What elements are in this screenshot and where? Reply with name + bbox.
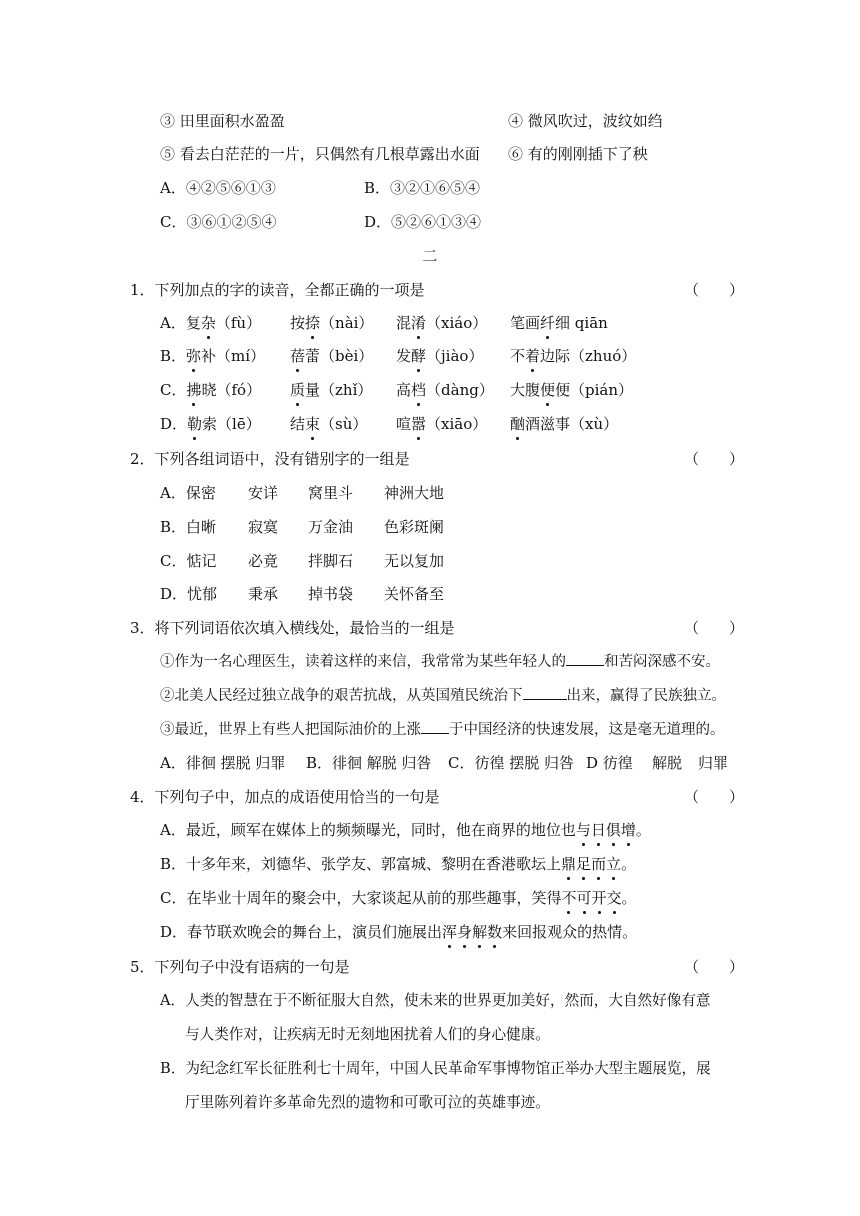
q4-option-b bbox=[160, 853, 730, 875]
q2-d-word-4: 关怀备至 bbox=[384, 585, 445, 603]
q4-option-c bbox=[160, 887, 730, 909]
q1-b-word-3 bbox=[396, 345, 483, 367]
option-row-2 bbox=[160, 143, 730, 165]
q2-b-word-4: 色彩斑阑 bbox=[384, 518, 445, 536]
dotted-char: 增 bbox=[620, 821, 636, 839]
text: B． bbox=[160, 347, 187, 365]
text: 便（pián） bbox=[555, 381, 634, 399]
dotted-char: 而 bbox=[591, 855, 607, 873]
q1-c-word-4 bbox=[510, 379, 633, 401]
q1-c-word-3 bbox=[396, 379, 494, 401]
text: 酒滋事（xù） bbox=[525, 415, 619, 433]
q1-option-c bbox=[160, 379, 720, 401]
text: 喧 bbox=[396, 415, 412, 433]
text: 晓（fó） bbox=[201, 381, 262, 399]
dotted-char: 开 bbox=[591, 889, 607, 907]
q2-a-word-1: A．保密 bbox=[160, 484, 216, 502]
q2-d-word-2: 秉承 bbox=[248, 585, 279, 603]
item-6: ⑥ 有的刚刚插下了秧 bbox=[508, 145, 648, 163]
q5-option-a-line-1: A．人类的智慧在于不断征服大自然，使未来的世界更加美好，然而，大自然好像有意 bbox=[160, 992, 711, 1009]
q2-option-a bbox=[160, 482, 620, 504]
q3-option-d: D 彷徨 bbox=[586, 754, 633, 772]
q3-s2-after: 出来，赢得了民族独立。 bbox=[566, 688, 726, 704]
q4-option-d bbox=[160, 921, 730, 943]
dotted-idiom bbox=[561, 889, 621, 907]
question-2-stem: 2．下列各组词语中，没有错别字的一组是 bbox=[130, 450, 410, 468]
dotted-char: 酗 bbox=[510, 415, 526, 433]
q3-option-b: B．徘徊 解脱 归咎 bbox=[306, 754, 432, 772]
text: 蕾（bèi） bbox=[305, 347, 374, 365]
q1-option-d bbox=[160, 413, 720, 435]
dotted-char: 束 bbox=[305, 415, 321, 433]
answer-bracket-3: （ ） bbox=[684, 619, 745, 637]
q1-d-word-4 bbox=[510, 413, 618, 435]
q2-c-word-1: C．惦记 bbox=[160, 552, 217, 570]
section-title: 二 bbox=[422, 247, 438, 265]
text: 补（mí） bbox=[201, 347, 266, 365]
dotted-char: 数 bbox=[487, 923, 503, 941]
text: （xiāo） bbox=[426, 415, 488, 433]
text: （dàng） bbox=[426, 381, 494, 399]
dotted-idiom bbox=[442, 923, 502, 941]
fill-blank-2[interactable] bbox=[523, 685, 567, 700]
q3-option-d-word-2: 解脱 bbox=[652, 754, 683, 772]
option-a: A．④②⑤⑥①③ bbox=[160, 179, 276, 197]
dotted-char: 纤 bbox=[540, 314, 556, 332]
text: A．最近，顾军在媒体上的频频曝光，同时，他在商界的地位也 bbox=[160, 821, 576, 839]
answer-bracket-1: （ ） bbox=[684, 281, 745, 299]
q2-option-b bbox=[160, 516, 620, 538]
q1-b-word-1 bbox=[160, 345, 265, 367]
text: 混 bbox=[396, 314, 412, 332]
dotted-char: 足 bbox=[576, 855, 592, 873]
text: 按 bbox=[290, 314, 306, 332]
q3-options bbox=[160, 752, 730, 774]
answer-bracket-2: （ ） bbox=[684, 450, 745, 468]
dotted-char: 嚣 bbox=[411, 415, 427, 433]
dotted-char: 杂 bbox=[200, 314, 216, 332]
dotted-char: 解 bbox=[472, 923, 488, 941]
q3-s3-after: 于中国经济的快速发展，这是毫无道理的。 bbox=[449, 722, 725, 738]
q3-sentence-1 bbox=[160, 651, 740, 673]
text: 。 bbox=[621, 855, 637, 873]
item-3: ③ 田里面积水盈盈 bbox=[160, 112, 285, 130]
q5-option-b-line-2: 厅里陈列着许多革命先烈的遗物和可歌可泣的英雄事迹。 bbox=[185, 1094, 550, 1111]
dotted-char: 弥 bbox=[186, 347, 202, 365]
q1-option-a bbox=[160, 312, 720, 334]
q1-d-word-1 bbox=[160, 413, 261, 435]
text: （xiáo） bbox=[426, 314, 488, 332]
question-1-text: 1．下列加点的字的读音，全都正确的一项是 bbox=[130, 281, 425, 299]
q2-option-d bbox=[160, 583, 620, 605]
dotted-char: 与 bbox=[575, 821, 591, 839]
text: 。 bbox=[621, 889, 637, 907]
q2-d-word-1: D．忧郁 bbox=[160, 585, 218, 603]
q3-s1-before: ①作为一名心理医生，读着这样的来信，我常常为某些年轻人的 bbox=[160, 654, 566, 670]
text: 索（lē） bbox=[202, 415, 261, 433]
dotted-char: 便 bbox=[540, 381, 556, 399]
q5-option-a-line-2: 与人类作对，让疾病无时无刻地困扰着人们的身心健康。 bbox=[185, 1026, 550, 1043]
dotted-char: 立 bbox=[606, 855, 622, 873]
text: D． bbox=[160, 415, 188, 433]
q2-c-word-4: 无以复加 bbox=[384, 552, 445, 570]
dotted-char: 交 bbox=[606, 889, 622, 907]
option-b: B．③②①⑥⑤④ bbox=[364, 179, 481, 197]
dotted-char: 日 bbox=[590, 821, 606, 839]
question-1-stem bbox=[130, 279, 730, 301]
dotted-char: 身 bbox=[457, 923, 473, 941]
q3-option-d-word-3: 归罪 bbox=[698, 754, 729, 772]
q1-c-word-1 bbox=[160, 379, 261, 401]
dotted-char: 着 bbox=[525, 347, 541, 365]
option-row-1 bbox=[160, 110, 730, 132]
dotted-char: 浑 bbox=[442, 923, 458, 941]
q3-s1-after: 和苦闷深感不安。 bbox=[604, 654, 720, 670]
dotted-idiom bbox=[561, 855, 621, 873]
q1-d-word-3 bbox=[396, 413, 487, 435]
question-3-stem: 3．将下列词语依次填入横线处，最恰当的一组是 bbox=[130, 619, 455, 637]
q3-s3-before: ③最近，世界上有些人把国际油价的上涨 bbox=[160, 722, 421, 738]
answer-row-ab bbox=[160, 177, 730, 199]
q2-b-word-1: B．白晰 bbox=[160, 518, 217, 536]
q2-d-word-3: 掉书袋 bbox=[308, 585, 354, 603]
option-c: C．③⑥①②⑤④ bbox=[160, 213, 277, 231]
q1-a-word-3 bbox=[396, 312, 487, 334]
text: 笔画 bbox=[510, 314, 541, 332]
text: D．春节联欢晚会的舞台上，演员们施展出 bbox=[160, 923, 443, 941]
dotted-char: 档 bbox=[411, 381, 427, 399]
text: 高 bbox=[396, 381, 412, 399]
text: 发 bbox=[396, 347, 412, 365]
option-d: D．⑤②⑥①③④ bbox=[364, 213, 482, 231]
dotted-char: 不 bbox=[561, 889, 577, 907]
dotted-char: 勒 bbox=[187, 415, 203, 433]
q5-option-b-line-1: B．为纪念红军长征胜利七十周年，中国人民革命军事博物馆正举办大型主题展览，展 bbox=[160, 1060, 711, 1077]
dotted-char: 可 bbox=[576, 889, 592, 907]
text: C． bbox=[160, 381, 187, 399]
q2-b-word-2: 寂寞 bbox=[248, 518, 279, 536]
q3-sentence-2 bbox=[160, 685, 740, 707]
q3-option-a: A．徘徊 摆脱 归罪 bbox=[160, 754, 286, 772]
q1-a-word-1 bbox=[160, 312, 261, 334]
text: B．十多年来，刘德华、张学友、郭富城、黎明在香港歌坛上 bbox=[160, 855, 562, 873]
q1-a-word-2 bbox=[290, 312, 373, 334]
fill-blank-1[interactable] bbox=[566, 651, 604, 666]
dotted-char: 淆 bbox=[411, 314, 427, 332]
dotted-char: 鼎 bbox=[561, 855, 577, 873]
q3-option-c: C．彷徨 摆脱 归咎 bbox=[448, 754, 575, 772]
question-4-stem: 4．下列句子中，加点的成语使用恰当的一句是 bbox=[130, 788, 440, 806]
text: A．复 bbox=[160, 314, 201, 332]
q1-d-word-2 bbox=[290, 413, 367, 435]
fill-blank-3[interactable] bbox=[421, 719, 449, 734]
text: 细 qiān bbox=[555, 314, 608, 332]
dotted-char: 拂 bbox=[186, 381, 202, 399]
q2-b-word-3: 万金油 bbox=[308, 518, 354, 536]
item-4: ④ 微风吹过，波纹如绉 bbox=[508, 112, 663, 130]
q1-b-word-4: 不着边际（zhuó） bbox=[510, 347, 637, 365]
q2-option-c bbox=[160, 550, 620, 572]
dotted-char: 捺 bbox=[305, 314, 321, 332]
q3-sentence-3 bbox=[160, 719, 740, 741]
text: 来回报观众的热情。 bbox=[502, 923, 638, 941]
q2-c-word-3: 拌脚石 bbox=[308, 552, 354, 570]
q2-a-word-2: 安详 bbox=[248, 484, 279, 502]
dotted-char: 质 bbox=[290, 381, 306, 399]
q1-b-word-2 bbox=[290, 345, 373, 367]
dotted-char: 蓓 bbox=[290, 347, 306, 365]
q2-a-word-3: 窝里斗 bbox=[308, 484, 354, 502]
q2-a-word-4: 神洲大地 bbox=[384, 484, 445, 502]
text: 结 bbox=[290, 415, 306, 433]
q4-option-a bbox=[160, 819, 730, 841]
q3-s2-before: ②北美人民经过独立战争的艰苦抗战，从英国殖民统治下 bbox=[160, 688, 523, 704]
text: 量（zhǐ） bbox=[305, 381, 373, 399]
text: 。 bbox=[635, 821, 651, 839]
answer-bracket-5: （ ） bbox=[684, 958, 745, 976]
text: （jiào） bbox=[426, 347, 484, 365]
q1-a-word-4 bbox=[510, 312, 608, 334]
q2-c-word-2: 必竟 bbox=[248, 552, 279, 570]
answer-bracket-4: （ ） bbox=[684, 788, 745, 806]
text: （sù） bbox=[320, 415, 368, 433]
answer-row-cd bbox=[160, 211, 730, 233]
text: （nài） bbox=[320, 314, 374, 332]
dotted-char: 酵 bbox=[411, 347, 427, 365]
dotted-idiom bbox=[576, 821, 636, 839]
text: C．在毕业十周年的聚会中，大家谈起从前的那些趣事，笑得 bbox=[160, 889, 562, 907]
text: （fù） bbox=[215, 314, 262, 332]
text: 大腹 bbox=[510, 381, 541, 399]
q1-c-word-2 bbox=[290, 379, 372, 401]
item-5: ⑤ 看去白茫茫的一片，只偶然有几根草露出水面 bbox=[160, 145, 480, 163]
dotted-char: 俱 bbox=[605, 821, 621, 839]
question-5-stem: 5．下列句子中没有语病的一句是 bbox=[130, 958, 350, 976]
q1-option-b bbox=[160, 345, 720, 367]
